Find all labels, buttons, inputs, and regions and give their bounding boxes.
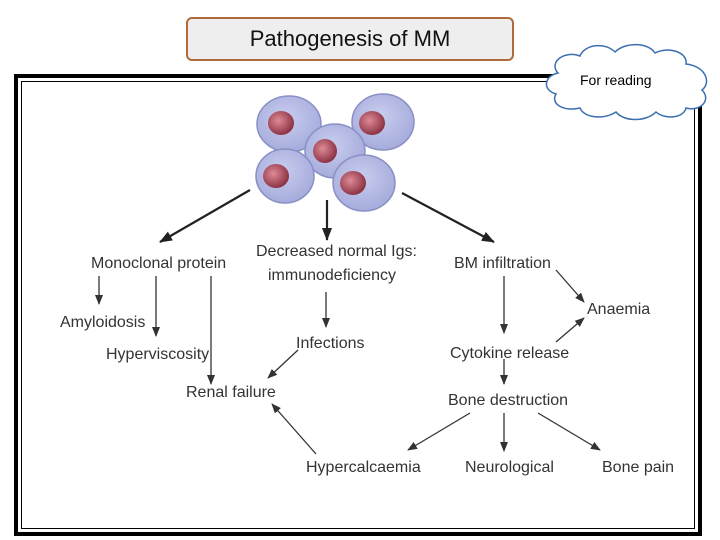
plasma-cell [333, 155, 395, 211]
node-amyloidosis: Amyloidosis [60, 314, 146, 331]
arrow-cells-to-bm [402, 193, 494, 242]
node-renal-failure: Renal failure [186, 384, 276, 401]
node-neurological: Neurological [465, 459, 554, 476]
arrow-hypercalcaemia-to-renal [272, 404, 316, 454]
node-hypercalcaemia: Hypercalcaemia [306, 459, 421, 476]
node-infections: Infections [296, 335, 365, 352]
reading-note: For reading [580, 72, 652, 88]
plasma-cell-cluster [256, 94, 414, 211]
node-bone-destruction: Bone destruction [448, 392, 569, 409]
arrow-bone-to-hypercalcaemia [408, 413, 470, 450]
node-cytokine-release: Cytokine release [450, 345, 570, 362]
slide-title: Pathogenesis of MM [186, 17, 514, 61]
reading-cloud [546, 45, 706, 120]
arrow-cytokine-to-anaemia [556, 318, 584, 342]
node-monoclonal-protein: Monoclonal protein [91, 255, 227, 272]
node-hyperviscosity: Hyperviscosity [106, 346, 210, 363]
node-bm-infiltration: BM infiltration [454, 255, 551, 272]
node-immunodeficiency: immunodeficiency [268, 267, 397, 284]
arrow-cells-to-monoclonal [160, 190, 250, 242]
arrow-infections-to-renal [268, 350, 298, 378]
node-bone-pain: Bone pain [602, 459, 675, 476]
arrow-bm-to-anaemia [556, 270, 584, 302]
node-decreased-igs: Decreased normal Igs: [256, 243, 417, 260]
node-anaemia: Anaemia [587, 301, 651, 318]
plasma-cell [256, 149, 314, 203]
arrow-bone-to-bone-pain [538, 413, 600, 450]
